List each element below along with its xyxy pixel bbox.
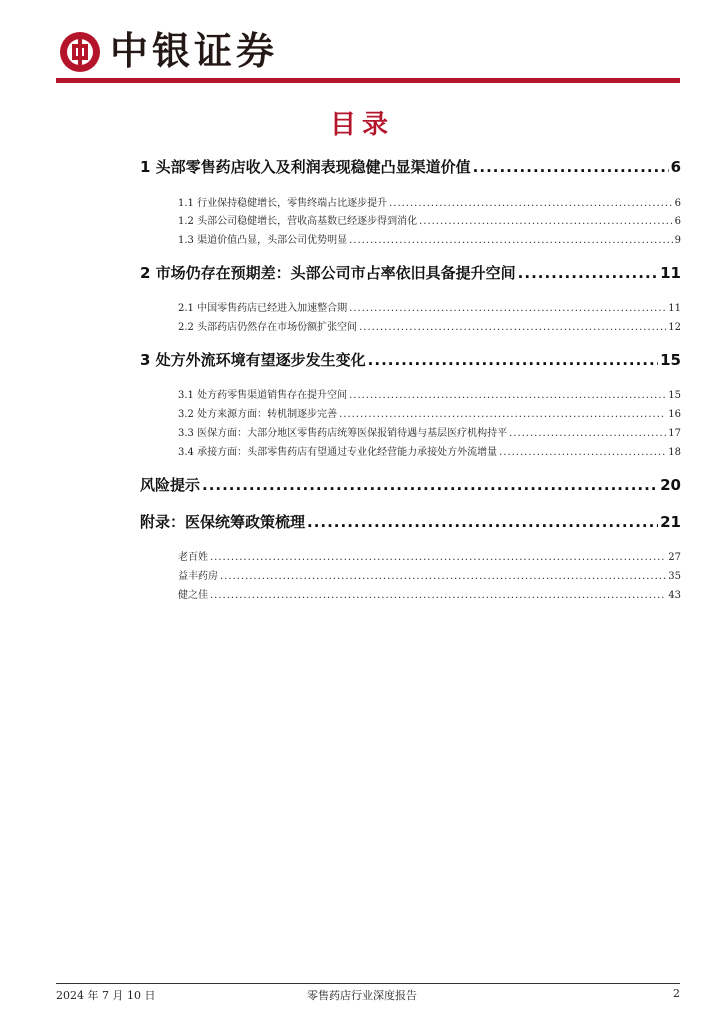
toc-entry-label: 3.3 医保方面：大部分地区零售药店统筹医保报销待遇与基层医疗机构持平 <box>178 428 508 439</box>
toc-page-number: 43 <box>668 590 681 601</box>
toc-leader-dots <box>220 571 666 582</box>
toc-subsection-2-2[interactable] <box>178 318 681 333</box>
toc-entry-label: 老百姓 <box>178 552 208 563</box>
toc-entry-label: 1.1 行业保持稳健增长，零售终端占比逐步提升 <box>178 198 388 209</box>
footer-date: 2024 年 7 月 10 日 <box>56 989 156 1002</box>
toc-entry-label: 3.2 处方来源方面：转机制逐步完善 <box>178 409 338 420</box>
toc-subsection-1-1[interactable] <box>178 194 681 209</box>
toc-section-1[interactable] <box>140 156 681 177</box>
toc-entry-label: 1.3 渠道价值凸显，头部公司优势明显 <box>178 235 348 246</box>
page-header <box>0 0 724 90</box>
toc-page-number: 15 <box>668 390 681 401</box>
toc-page-number: 15 <box>660 351 681 369</box>
toc-leader-dots <box>389 198 673 209</box>
toc-leader-dots <box>210 590 666 601</box>
toc-page-number: 11 <box>660 264 681 282</box>
toc-subsection-3-1[interactable] <box>178 386 681 401</box>
toc-subsection-2-1[interactable] <box>178 299 681 314</box>
toc-appendix-laobaixing[interactable] <box>178 548 681 563</box>
header-divider <box>56 78 680 83</box>
toc-entry-label: 2.1 中国零售药店已经进入加速整合期 <box>178 303 348 314</box>
toc-section-appendix[interactable] <box>140 511 681 532</box>
toc-leader-dots <box>419 216 673 227</box>
toc-page-number: 27 <box>668 552 681 563</box>
toc-leader-dots <box>499 447 666 458</box>
toc-entry-label: 风险提示 <box>140 476 201 494</box>
toc-entry-label: 3.1 处方药零售渠道销售存在提升空间 <box>178 390 348 401</box>
toc-leader-dots <box>349 303 666 314</box>
toc-page-number: 17 <box>668 428 681 439</box>
toc-leader-dots <box>202 476 658 494</box>
toc-section-2[interactable] <box>140 262 681 283</box>
toc-entry-label: 1.2 头部公司稳健增长，营收高基数已经逐步得到消化 <box>178 216 418 227</box>
toc-leader-dots <box>473 158 669 176</box>
toc-subsection-1-3[interactable] <box>178 231 681 246</box>
toc-leader-dots <box>509 428 666 439</box>
toc-leader-dots <box>349 390 666 401</box>
toc-page-number: 12 <box>668 322 681 333</box>
toc-entry-label: 益丰药房 <box>178 571 218 582</box>
brand-name: 中银证券 <box>110 29 279 73</box>
toc-appendix-yifeng[interactable] <box>178 567 681 582</box>
toc-page-number: 9 <box>674 235 681 246</box>
toc-leader-dots <box>307 513 658 531</box>
toc-entry-label: 3.4 承接方面：头部零售药店有望通过专业化经营能力承接处方外流增量 <box>178 447 498 458</box>
toc-leader-dots <box>339 409 666 420</box>
footer-page-number: 2 <box>673 987 680 1000</box>
footer-report-type: 零售药店行业深度报告 <box>307 989 417 1002</box>
toc-entry-label: 健之佳 <box>178 590 208 601</box>
toc-page-number: 11 <box>668 303 681 314</box>
toc-section-3[interactable] <box>140 349 681 370</box>
bank-logo-icon <box>60 32 100 72</box>
toc-leader-dots <box>359 322 666 333</box>
toc-subsection-3-2[interactable] <box>178 405 681 420</box>
toc-subsection-3-4[interactable] <box>178 443 681 458</box>
toc-page-number: 16 <box>668 409 681 420</box>
toc-subsection-3-3[interactable] <box>178 424 681 439</box>
toc-subsection-1-2[interactable] <box>178 212 681 227</box>
toc-entry-label: 附录：医保统筹政策梳理 <box>140 513 306 531</box>
footer-divider <box>56 983 680 984</box>
toc-leader-dots <box>368 351 658 369</box>
toc-appendix-jianzhijia[interactable] <box>178 586 681 601</box>
toc-page-number: 6 <box>674 216 681 227</box>
toc-page-number: 35 <box>668 571 681 582</box>
toc-page-number: 6 <box>674 198 681 209</box>
toc-page-number: 20 <box>660 476 681 494</box>
toc-section-risk[interactable] <box>140 474 681 495</box>
toc-page-number: 6 <box>670 158 681 176</box>
toc-entry-label: 3 处方外流环境有望逐步发生变化 <box>140 351 366 369</box>
toc-leader-dots <box>210 552 666 563</box>
toc-entry-label: 2 市场仍存在预期差：头部公司市占率依旧具备提升空间 <box>140 264 516 282</box>
toc-leader-dots <box>518 264 658 282</box>
toc-page-number: 21 <box>660 513 681 531</box>
toc-entry-label: 2.2 头部药店仍然存在市场份额扩张空间 <box>178 322 358 333</box>
toc-title: 目录 <box>329 110 394 140</box>
toc-entry-label: 1 头部零售药店收入及利润表现稳健凸显渠道价值 <box>140 158 471 176</box>
toc-leader-dots <box>349 235 673 246</box>
toc-page-number: 18 <box>668 447 681 458</box>
